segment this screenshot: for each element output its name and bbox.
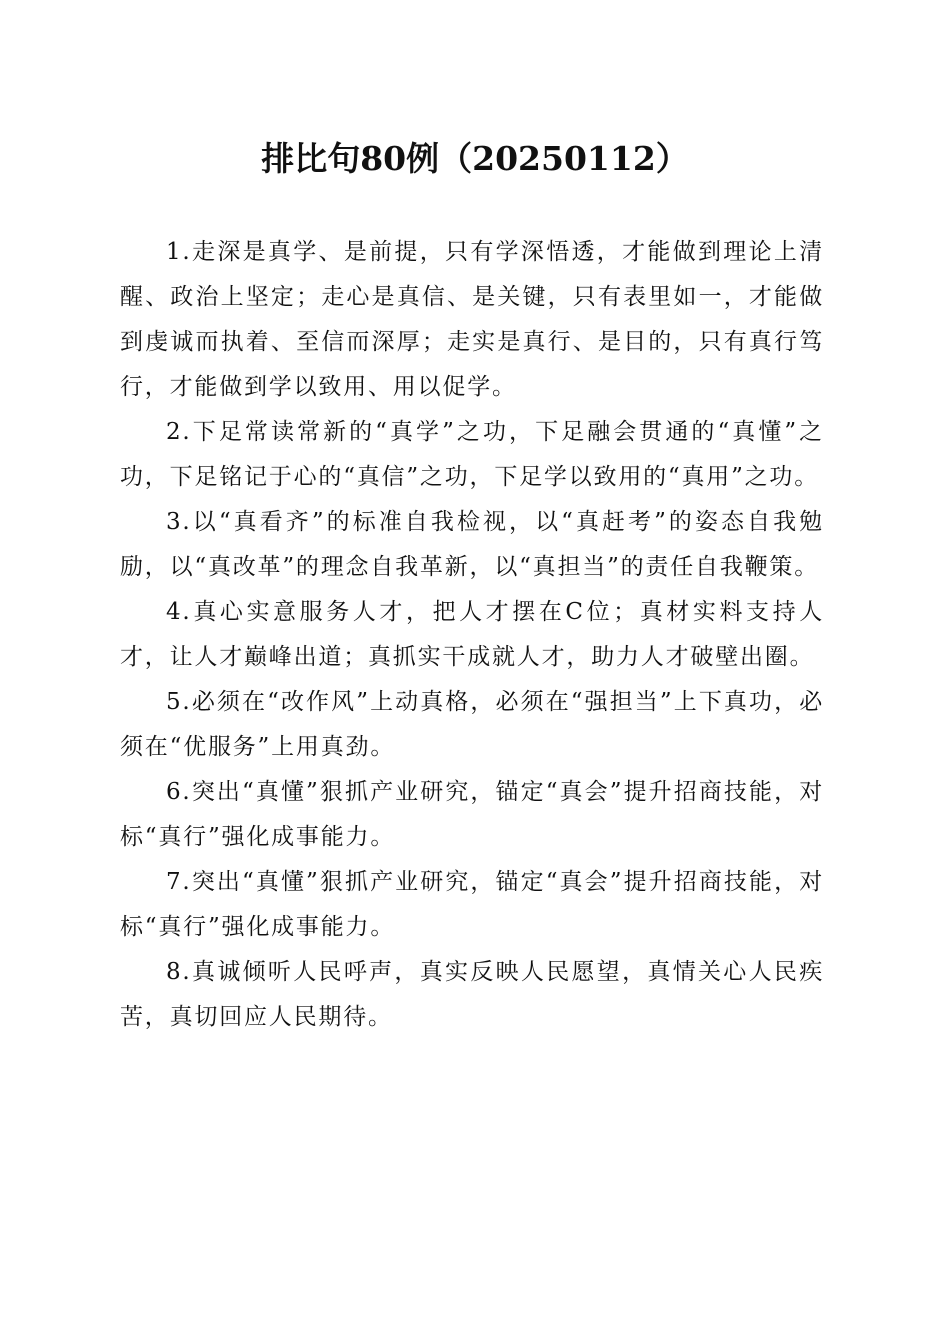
document-body	[120, 230, 824, 1040]
paragraph-8: 8.真诚倾听人民呼声，真实反映人民愿望，真情关心人民疾苦，真切回应人民期待。	[120, 959, 824, 1030]
paragraph-1: 1.走深是真学、是前提，只有学深悟透，才能做到理论上清醒、政治上坚定；走心是真信、是关键，只有表里如一，才能做到虔诚而执着、至信而深厚；走实是真行、是目的，只有真行笃行，才能做到学以致用、用以促学。	[120, 239, 824, 400]
paragraph-2: 2.下足常读常新的“真学”之功，下足融会贯通的“真懂”之功，下足铭记于心的“真信”之功，下足学以致用的“真用”之功。	[120, 419, 824, 490]
paragraph-4: 4.真心实意服务人才，把人才摆在C位；真材实料支持人才，让人才巅峰出道；真抓实干成就人才，助力人才破壁出圈。	[120, 599, 824, 670]
paragraph-7: 7.突出“真懂”狠抓产业研究，锚定“真会”提升招商技能，对标“真行”强化成事能力。	[120, 869, 824, 940]
paragraph-5: 5.必须在“改作风”上动真格，必须在“强担当”上下真功，必须在“优服务”上用真劲。	[120, 689, 824, 760]
paragraph-6: 6.突出“真懂”狠抓产业研究，锚定“真会”提升招商技能，对标“真行”强化成事能力。	[120, 779, 824, 850]
paragraph-3: 3.以“真看齐”的标准自我检视，以“真赶考”的姿态自我勉励，以“真改革”的理念自我革新，以“真担当”的责任自我鞭策。	[120, 509, 824, 580]
document-title: 排比句80例（20250112）	[261, 139, 689, 178]
